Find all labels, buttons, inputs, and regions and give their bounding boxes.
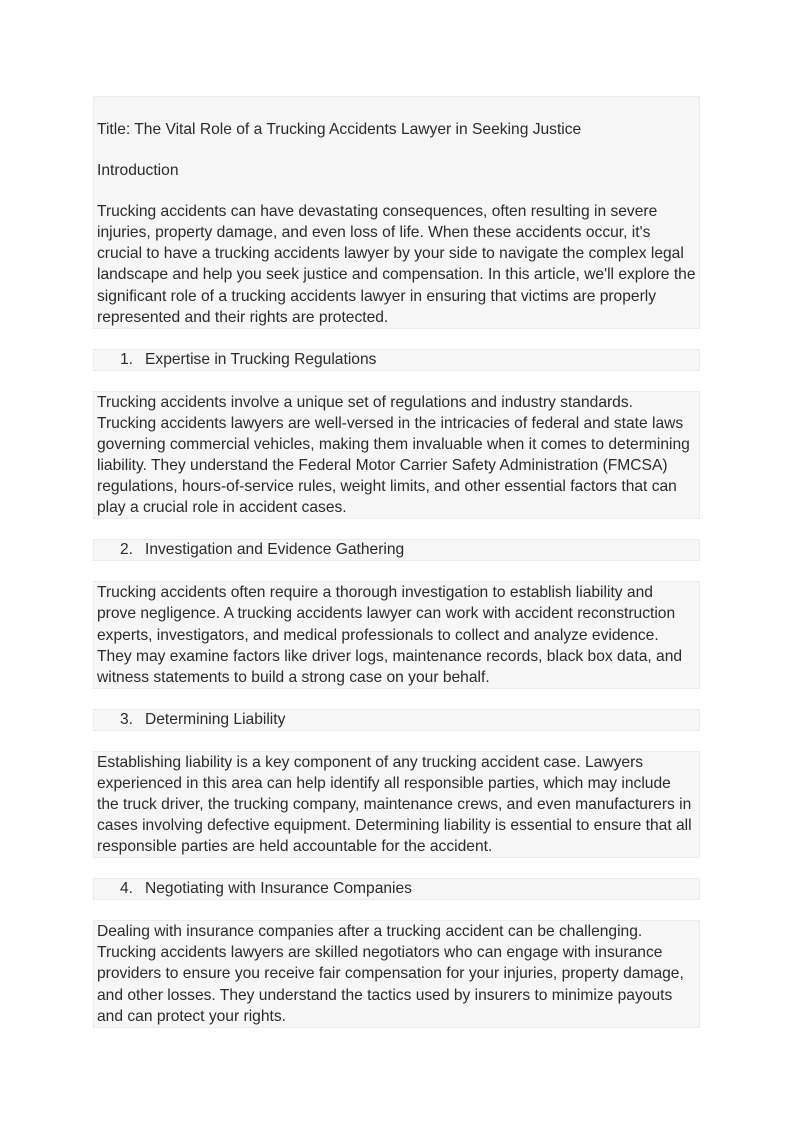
document-title: Title: The Vital Role of a Trucking Accidents Lawyer in Seeking Justice <box>97 121 582 138</box>
intro-block <box>93 96 700 329</box>
section-number: 1. <box>120 350 134 368</box>
section-number: 3. <box>120 710 134 728</box>
section-paragraph-3 <box>93 751 700 858</box>
intro-heading: Introduction <box>97 162 179 180</box>
section-heading-text: Determining Liability <box>145 710 286 728</box>
intro-paragraph: Trucking accidents can have devastating consequences, often resulting in severe injuries, property damage, and even loss of life. When these accidents occur, it's crucial to have a trucking accidents lawyer by your side to navigate the complex legal landscape and help you seek justice and compensation. In this article, we'll explore the significant role of a trucking accidents lawyer in ensuring that victims are properly represented and their rights are protected. <box>97 203 696 326</box>
section-number: 2. <box>120 541 134 559</box>
section-heading-text: Investigation and Evidence Gathering <box>145 541 405 559</box>
section-heading-3 <box>93 709 700 731</box>
section-text: Dealing with insurance companies after a trucking accident can be challenging. Trucking accidents lawyers are skilled negotiators who can engage with insurance providers to ensure you receive fair compensation for your injuries, property damage, and other losses. They understand the tactics used by insurers to minimize payouts and can protect your rights. <box>97 923 684 1025</box>
section-text: Trucking accidents involve a unique set of regulations and industry standards. Trucking accidents lawyers are well-versed in the intricacies of federal and state laws governing commercial vehicles, making them invaluable when it comes to determining liability. They understand the Federal Motor Carrier Safety Administration (FMCSA) regulations, hours-of-service rules, weight limits, and other essential factors that can play a crucial role in accident cases. <box>97 393 690 517</box>
section-heading-4 <box>93 878 700 900</box>
section-text: Trucking accidents often require a thorough investigation to establish liability and prove negligence. A trucking accidents lawyer can work with accident reconstruction experts, investigators, and medical professionals to collect and analyze evidence. They may examine factors like driver logs, maintenance records, black box data, and witness statements to build a strong case on your behalf. <box>97 584 683 686</box>
section-paragraph-4 <box>93 920 700 1027</box>
section-paragraph-2 <box>93 581 700 688</box>
section-heading-2 <box>93 539 700 561</box>
section-heading-1 <box>93 349 700 371</box>
document-page <box>93 96 700 1028</box>
section-heading-text: Negotiating with Insurance Companies <box>145 880 412 898</box>
section-heading-text: Expertise in Trucking Regulations <box>145 350 377 368</box>
section-text: Establishing liability is a key component of any trucking accident case. Lawyers experienced in this area can help identify all responsible parties, which may include the truck driver, the trucking company, maintenance crews, and even manufacturers in cases involving defective equipment. Determining liability is essential to ensure that all responsible parties are held accountable for the accident. <box>97 753 692 856</box>
section-paragraph-1 <box>93 391 700 520</box>
section-number: 4. <box>120 880 134 898</box>
